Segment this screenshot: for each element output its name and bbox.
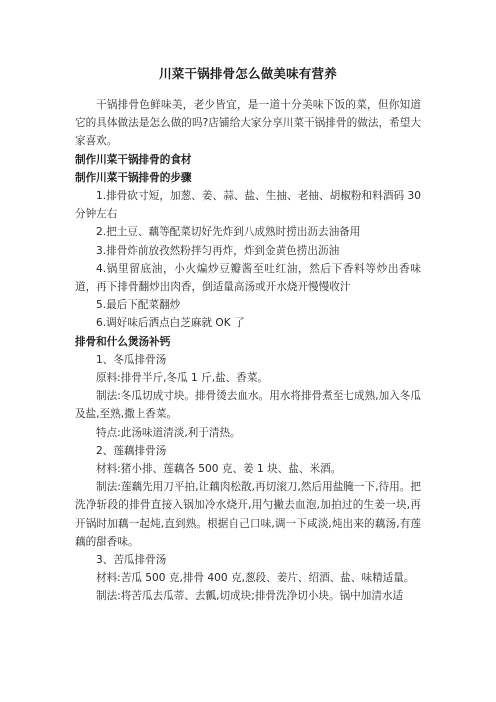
soup-name: 3、苦瓜排骨汤 — [96, 554, 167, 567]
heading-ingredients: 制作川菜干锅排骨的食材 — [75, 153, 192, 166]
soup-name: 1、冬瓜排骨汤 — [96, 353, 167, 366]
soup-line: 材料:猪小排、莲藕各 500 克、姜 1 块、盐、米酒。 — [96, 463, 342, 476]
soup-line: 材料:苦瓜 500 克,排骨 400 克,葱段、姜片、绍酒、盐、味精适量。 — [96, 572, 415, 585]
intro-paragraph: 干锅排骨色鲜味美，老少皆宜，是一道十分美味下饭的菜，但你知道它的具体做法是怎么做的吗?店铺给大家分享川菜干锅排骨的做法，希望大家喜欢。 — [75, 99, 421, 148]
step-item: 4.锅里留底油，小火煸炒豆瓣酱至吐红油，然后下香料等炒出香味道，再下排骨翻炒出肉香，倒适量高汤或开水烧开慢慢收汁 — [75, 262, 421, 294]
soup-line: 制法:冬瓜切成寸块。排骨烫去血水。用水将排骨煮至七成熟,加入冬瓜及盐,至熟,撒上香菜。 — [75, 390, 421, 421]
document-body — [75, 96, 421, 606]
soup-line: 制法:莲藕先用刀平拍,让藕肉松散,再切滚刀,然后用盐腌一下,待用。把洗净斩段的排骨直接入锅加冷水烧开,用勺撇去血泡,加拍过的生姜一块,再开锅时加藕一起炖,直到熟。根据自己口味,调一下咸淡,炖出来的藕汤,有莲藕的甜香味。 — [75, 481, 421, 548]
soup-line: 特点:此汤味道清淡,利于清热。 — [96, 426, 241, 439]
soup-line: 制法:将苦瓜去瓜蒂、去瓤,切成块;排骨洗净切小块。锅中加清水适 — [96, 590, 404, 603]
step-item: 3.排骨炸前放孜然粉拌匀再炸，炸到金黄色捞出沥油 — [96, 244, 340, 257]
heading-soup: 排骨和什么煲汤补钙 — [75, 335, 171, 348]
step-item: 2.把土豆、藕等配菜切好先炸到八成熟时捞出沥去油备用 — [96, 226, 361, 239]
heading-steps: 制作川菜干锅排骨的步骤 — [75, 171, 192, 184]
step-item: 5.最后下配菜翻炒 — [96, 299, 181, 312]
step-item: 6.调好味后洒点白芝麻就 OK 了 — [96, 317, 245, 330]
step-item: 1.排骨砍寸短，加葱、姜、蒜、盐、生抽、老抽、胡椒粉和料酒码 30 分钟左右 — [75, 190, 421, 221]
soup-line: 原料:排骨半斤,冬瓜 1 斤,盐、香菜。 — [96, 372, 269, 385]
soup-name: 2、莲藕排骨汤 — [96, 444, 167, 457]
document-title: 川菜干锅排骨怎么做美味有营养 — [159, 66, 337, 81]
